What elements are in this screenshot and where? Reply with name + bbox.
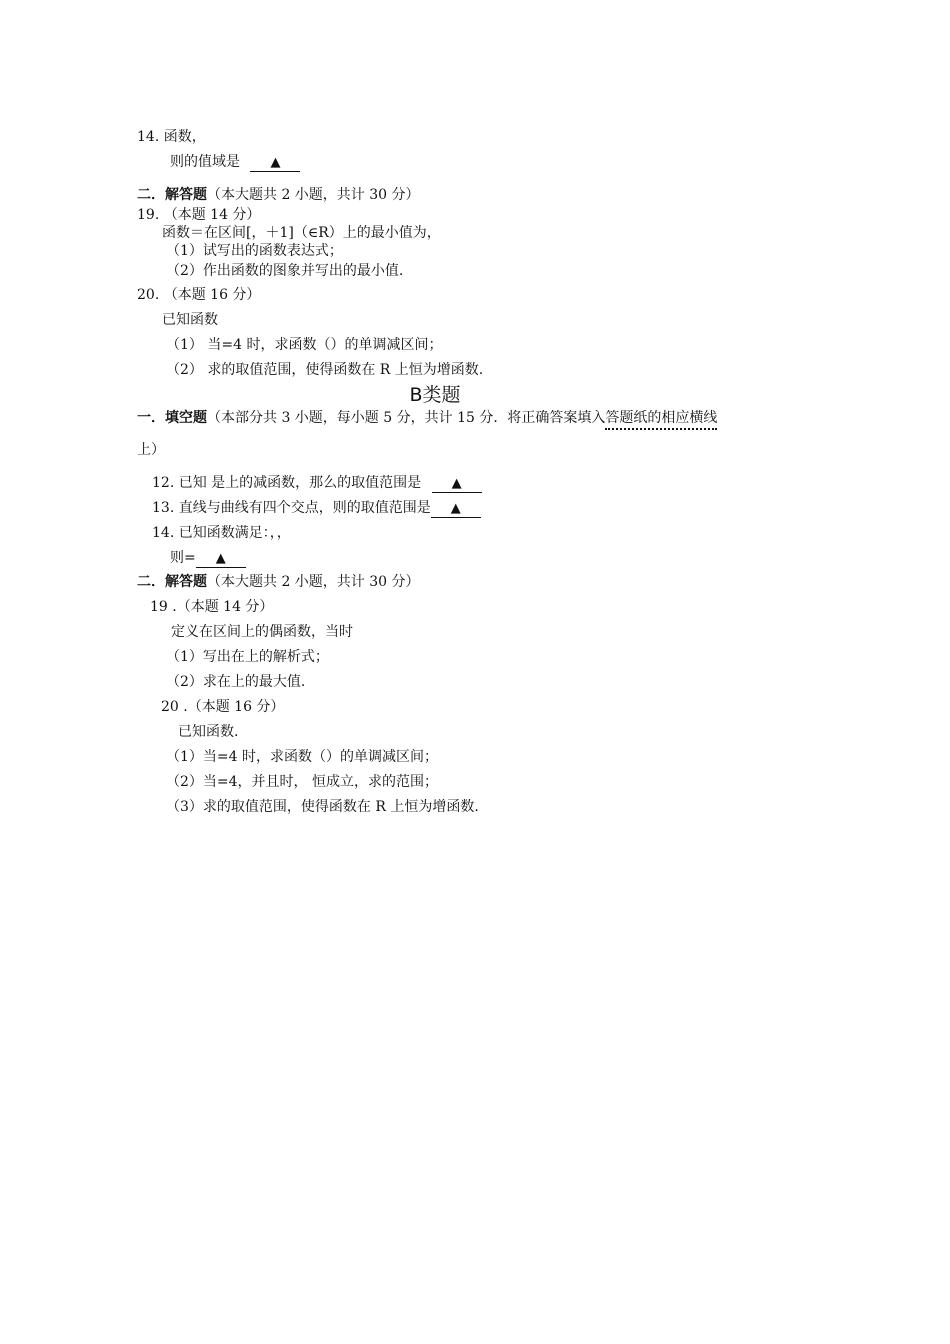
b-section1-heading-rest: （本部分共 3 小题，每小题 5 分，共计 15 分．将正确答案填入 xyxy=(207,410,606,426)
b-q20-part1: （1）当=4 时，求函数（）的单调减区间； xyxy=(166,749,438,765)
a-q19-part1: （1）试写出的函数表达式； xyxy=(166,243,343,259)
b-q20-part2: （2）当=4，并且时， 恒成立，求的范围； xyxy=(166,774,438,790)
b-q20-part3: （3）求的取值范围，使得函数在 R 上恒为增函数. xyxy=(166,799,479,815)
triangle-icon: ▲ xyxy=(215,551,226,566)
a-q14-line1: 14. 函数， xyxy=(137,129,206,145)
a-q14-answer-blank[interactable] xyxy=(250,154,300,172)
b-q14-then-text: 则= xyxy=(170,550,196,566)
b-q19-text: 定义在区间上的偶函数，当时 xyxy=(171,624,353,640)
a-q20-text: 已知函数 xyxy=(162,312,218,328)
b-q19-part2: （2）求在上的最大值. xyxy=(166,674,306,690)
b-section-title: B类题 xyxy=(409,384,461,406)
triangle-icon: ▲ xyxy=(270,155,281,170)
b-q19-heading: 19 .（本题 14 分） xyxy=(150,599,274,615)
a-section2-heading-rest: （本大题共 2 小题，共计 30 分） xyxy=(207,187,420,203)
b-section1-heading-emphasis: 答题纸的相应横线 xyxy=(605,410,717,430)
a-q19-heading: 19. （本题 14 分） xyxy=(137,207,261,223)
a-q20-part1: （1） 当=4 时，求函数（）的单调减区间； xyxy=(166,337,443,353)
b-section2-heading xyxy=(137,573,420,591)
a-q14-text: 则的值域是 xyxy=(170,154,240,170)
triangle-icon: ▲ xyxy=(451,476,462,491)
b-q14: 14. 已知函数满足：，， xyxy=(152,525,291,541)
b-q12 xyxy=(152,474,482,493)
b-q14-answer-blank[interactable] xyxy=(196,550,246,568)
b-q13-text: 13. 直线与曲线有四个交点，则的取值范围是 xyxy=(152,500,431,516)
b-section1-heading xyxy=(137,409,717,427)
b-q13 xyxy=(152,499,481,518)
b-q12-text: 12. 已知 是上的减函数，那么的取值范围是 xyxy=(152,475,422,491)
a-section2-heading xyxy=(137,186,420,204)
a-q14-line2 xyxy=(170,153,300,172)
b-q20-text: 已知函数. xyxy=(178,724,239,740)
a-q19-part2: （2）作出函数的图象并写出的最小值. xyxy=(166,263,404,279)
b-section1-heading-bold: 一．填空题 xyxy=(137,410,207,426)
b-section2-heading-bold: 二．解答题 xyxy=(137,574,207,590)
b-q13-answer-blank[interactable] xyxy=(431,500,481,518)
b-q19-part1: （1）写出在上的解析式； xyxy=(166,649,329,665)
a-q20-heading: 20. （本题 16 分） xyxy=(137,287,261,303)
b-q12-answer-blank[interactable] xyxy=(432,475,482,493)
b-section1-heading-cont: 上） xyxy=(137,442,165,458)
b-q14-then xyxy=(170,549,246,568)
b-section2-heading-rest: （本大题共 2 小题，共计 30 分） xyxy=(207,574,420,590)
triangle-icon: ▲ xyxy=(450,501,461,516)
a-section2-heading-bold: 二．解答题 xyxy=(137,187,207,203)
b-q20-heading: 20 .（本题 16 分） xyxy=(161,699,285,715)
a-q20-part2: （2） 求的取值范围，使得函数在 R 上恒为增函数. xyxy=(166,362,484,378)
a-q19-text: 函数＝在区间[，＋1]（∈R）上的最小值为， xyxy=(162,225,441,241)
